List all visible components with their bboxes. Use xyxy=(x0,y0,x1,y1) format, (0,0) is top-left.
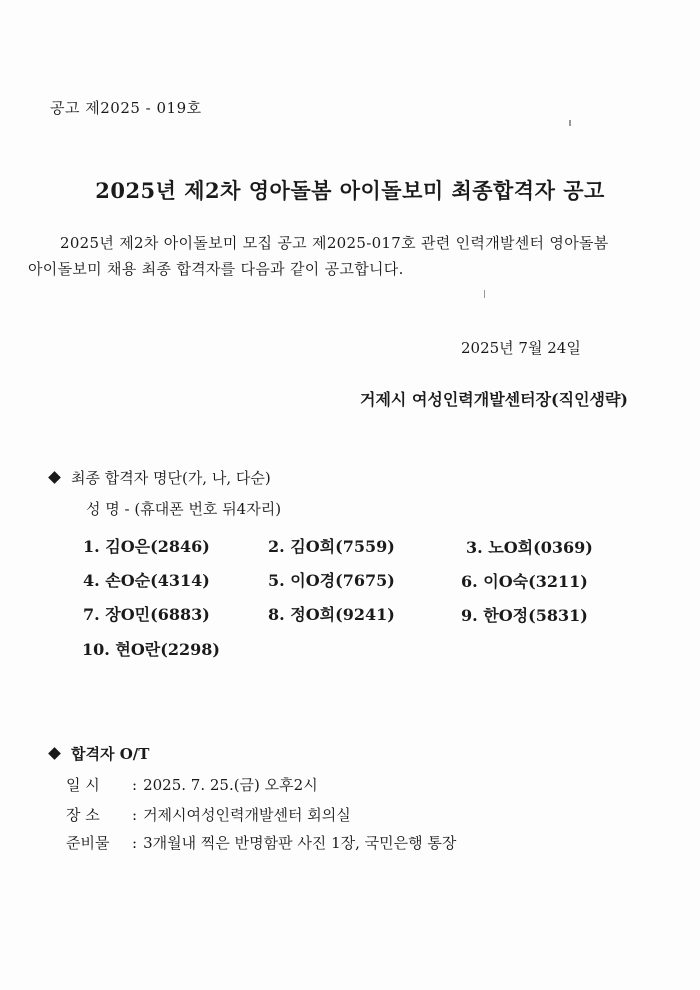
ot-value: 거제시여성인력개발센터 회의실 xyxy=(143,806,351,824)
notice-number: 공고 제2025 - 019호 xyxy=(50,99,202,117)
announcement-date: 2025년 7월 24일 xyxy=(461,339,581,357)
colon-separator: : xyxy=(132,776,138,794)
passer-item: 9. 한O정(5831) xyxy=(461,606,588,625)
passer-item: 4. 손O순(4314) xyxy=(83,571,210,590)
passer-item: 10. 현O란(2298) xyxy=(82,640,220,659)
diamond-bullet-icon xyxy=(48,471,61,484)
ot-label: 장 소 xyxy=(66,806,100,824)
passer-item: 1. 김O은(2846) xyxy=(83,537,210,556)
passer-item: 2. 김O희(7559) xyxy=(268,537,395,556)
scan-speck xyxy=(484,290,485,298)
ot-label: 일 시 xyxy=(66,776,100,794)
document-title: 2025년 제2차 영아돌봄 아이돌보미 최종합격자 공고 xyxy=(95,178,605,203)
ot-value: 3개월내 찍은 반명함판 사진 1장, 국민은행 통장 xyxy=(143,834,457,852)
intro-line-2: 아이돌보미 채용 최종 합격자를 다음과 같이 공고합니다. xyxy=(28,260,404,278)
passer-item: 3. 노O희(0369) xyxy=(466,538,593,557)
ot-label: 준비물 xyxy=(66,834,110,852)
passer-item: 8. 정O희(9241) xyxy=(268,605,395,624)
issuer: 거제시 여성인력개발센터장(직인생략) xyxy=(360,390,629,409)
colon-separator: : xyxy=(132,806,138,824)
intro-line-1: 2025년 제2차 아이돌보미 모집 공고 제2025-017호 관련 인력개발센터 영아돌봄 xyxy=(60,234,609,252)
ot-section-heading xyxy=(50,743,149,764)
colon-separator: : xyxy=(132,834,138,852)
ot-heading-text: 합격자 O/T xyxy=(71,745,150,763)
intro-paragraph xyxy=(28,230,668,282)
ot-row-materials xyxy=(66,832,456,853)
diamond-bullet-icon xyxy=(48,747,61,760)
passer-item: 5. 이O경(7675) xyxy=(268,571,395,590)
passer-item: 6. 이O숙(3211) xyxy=(461,572,588,591)
ot-row-datetime xyxy=(66,774,318,795)
ot-row-location xyxy=(66,804,351,825)
passers-subheading: 성 명 - (휴대폰 번호 뒤4자리) xyxy=(86,500,282,518)
scan-speck xyxy=(569,120,571,126)
passers-heading-text: 최종 합격자 명단(가, 나, 다순) xyxy=(71,469,271,487)
ot-value: 2025. 7. 25.(금) 오후2시 xyxy=(143,776,318,794)
passers-section-heading xyxy=(50,467,271,488)
passer-item: 7. 장O민(6883) xyxy=(83,605,210,624)
